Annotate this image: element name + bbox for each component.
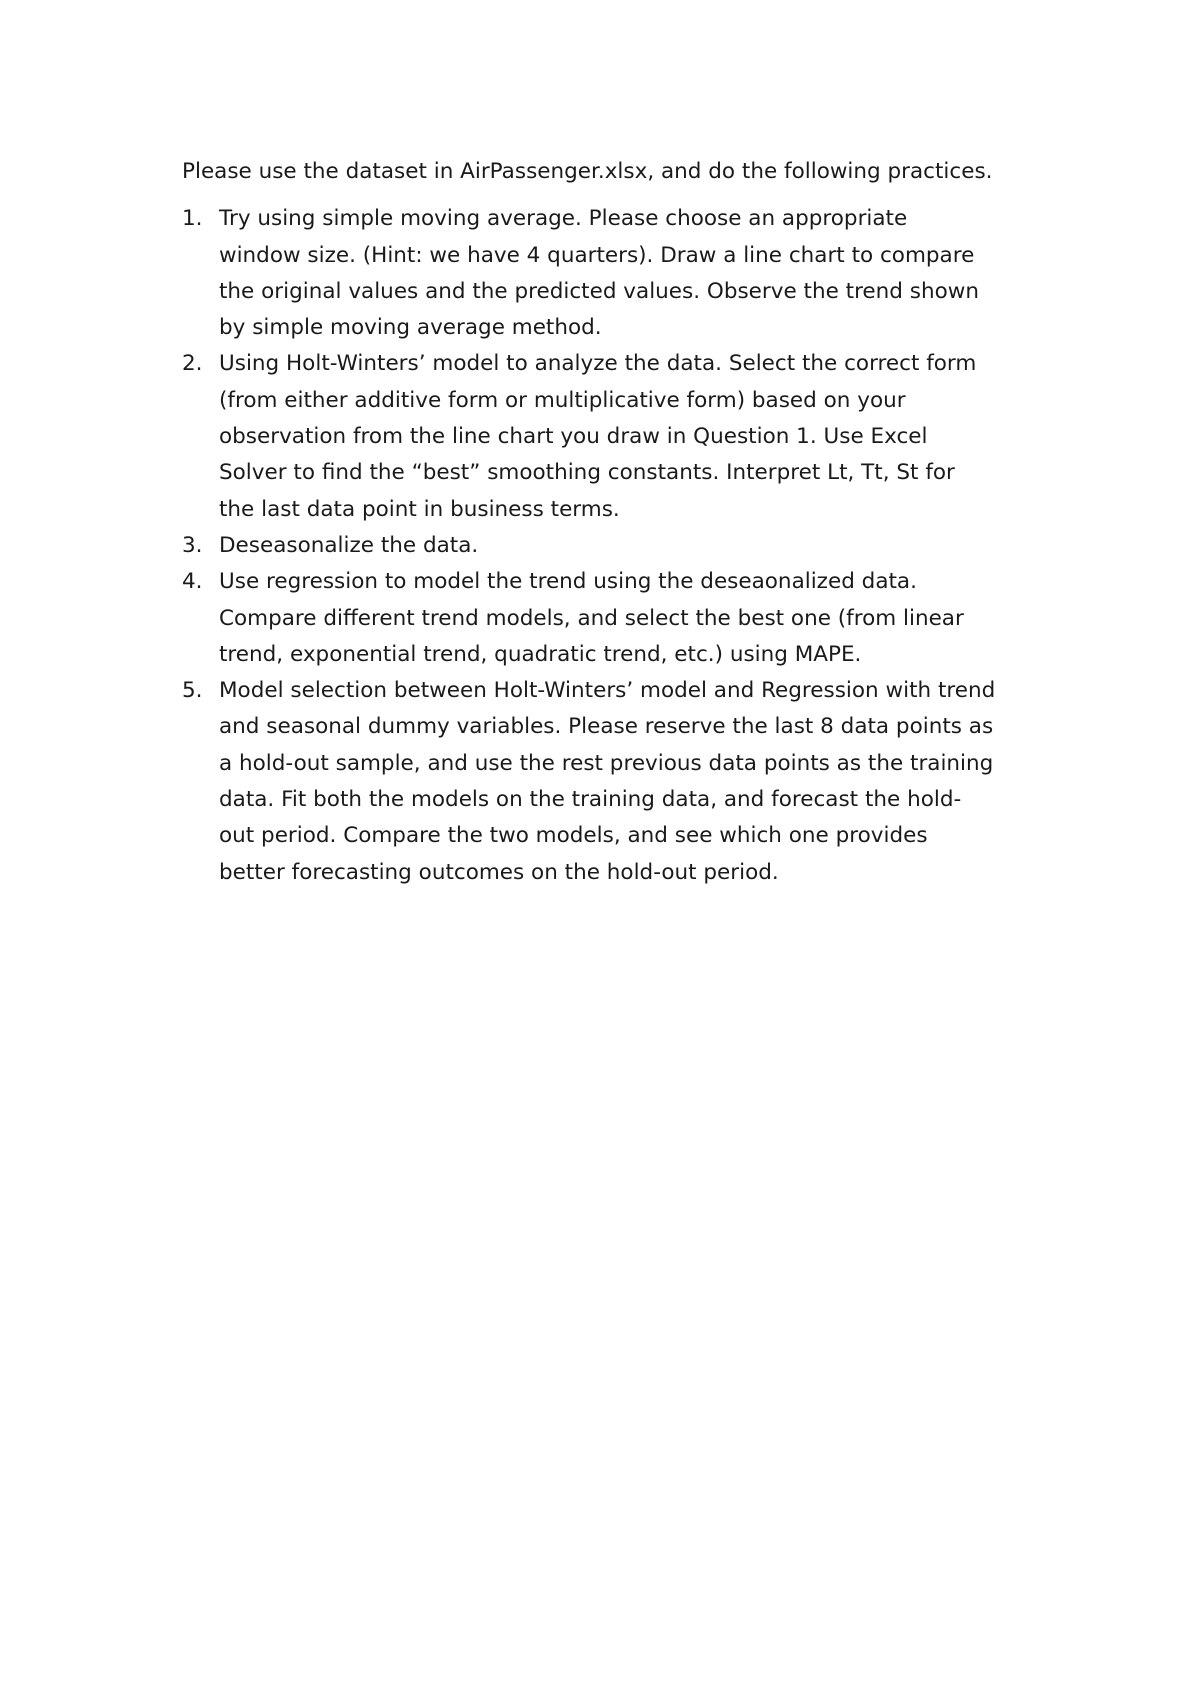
list-item [182,201,1042,346]
list-item [182,528,1042,564]
text-line: Using Holt-Winters’ model to analyze the data. Select the correct form [219,351,977,377]
list-item-number: 5. [182,678,203,704]
text-line: the original values and the predicted values. Observe the trend shown [219,278,979,304]
text-line: Deseasonalize the data. [219,532,479,558]
text-line: Try using simple moving average. Please choose an appropriate [219,206,908,232]
list-item-text [219,564,1042,673]
list-item [182,673,1042,891]
text-line: Compare different trend models, and select the best one (from linear [219,605,964,631]
list-item [182,564,1042,673]
list-item-number: 1. [182,206,203,232]
text-line: data. Fit both the models on the training data, and forecast the hold- [219,787,962,813]
list-item-number: 4. [182,569,203,595]
list-item-number: 2. [182,351,203,377]
text-line: trend, exponential trend, quadratic trend, etc.) using MAPE. [219,641,862,667]
text-line: a hold-out sample, and use the rest previous data points as the training [219,750,994,776]
list-item-text [219,528,1042,564]
text-line: Solver to find the “best” smoothing constants. Interpret Lt, Tt, St for [219,460,955,486]
list-item-text [219,201,1042,346]
text-line: better forecasting outcomes on the hold-out period. [219,859,779,885]
text-line: Use regression to model the trend using the deseaonalized data. [219,569,917,595]
list-item-number: 3. [182,532,203,558]
text-line: window size. (Hint: we have 4 quarters). Draw a line chart to compare [219,242,975,268]
list-item-text [219,673,1042,891]
list-item-text [219,346,1042,527]
text-line: by simple moving average method. [219,315,602,341]
practice-list [182,201,1042,891]
text-line: and seasonal dummy variables. Please reserve the last 8 data points as [219,714,994,740]
text-line: out period. Compare the two models, and see which one provides [219,823,928,849]
text-line: the last data point in business terms. [219,496,620,522]
text-line: Model selection between Holt-Winters’ model and Regression with trend [219,678,996,704]
document-page [182,154,1042,891]
text-line: observation from the line chart you draw in Question 1. Use Excel [219,424,928,450]
text-line: (from either additive form or multiplicative form) based on your [219,387,906,413]
list-item [182,346,1042,527]
intro-paragraph: Please use the dataset in AirPassenger.xlsx, and do the following practices. [182,159,993,184]
